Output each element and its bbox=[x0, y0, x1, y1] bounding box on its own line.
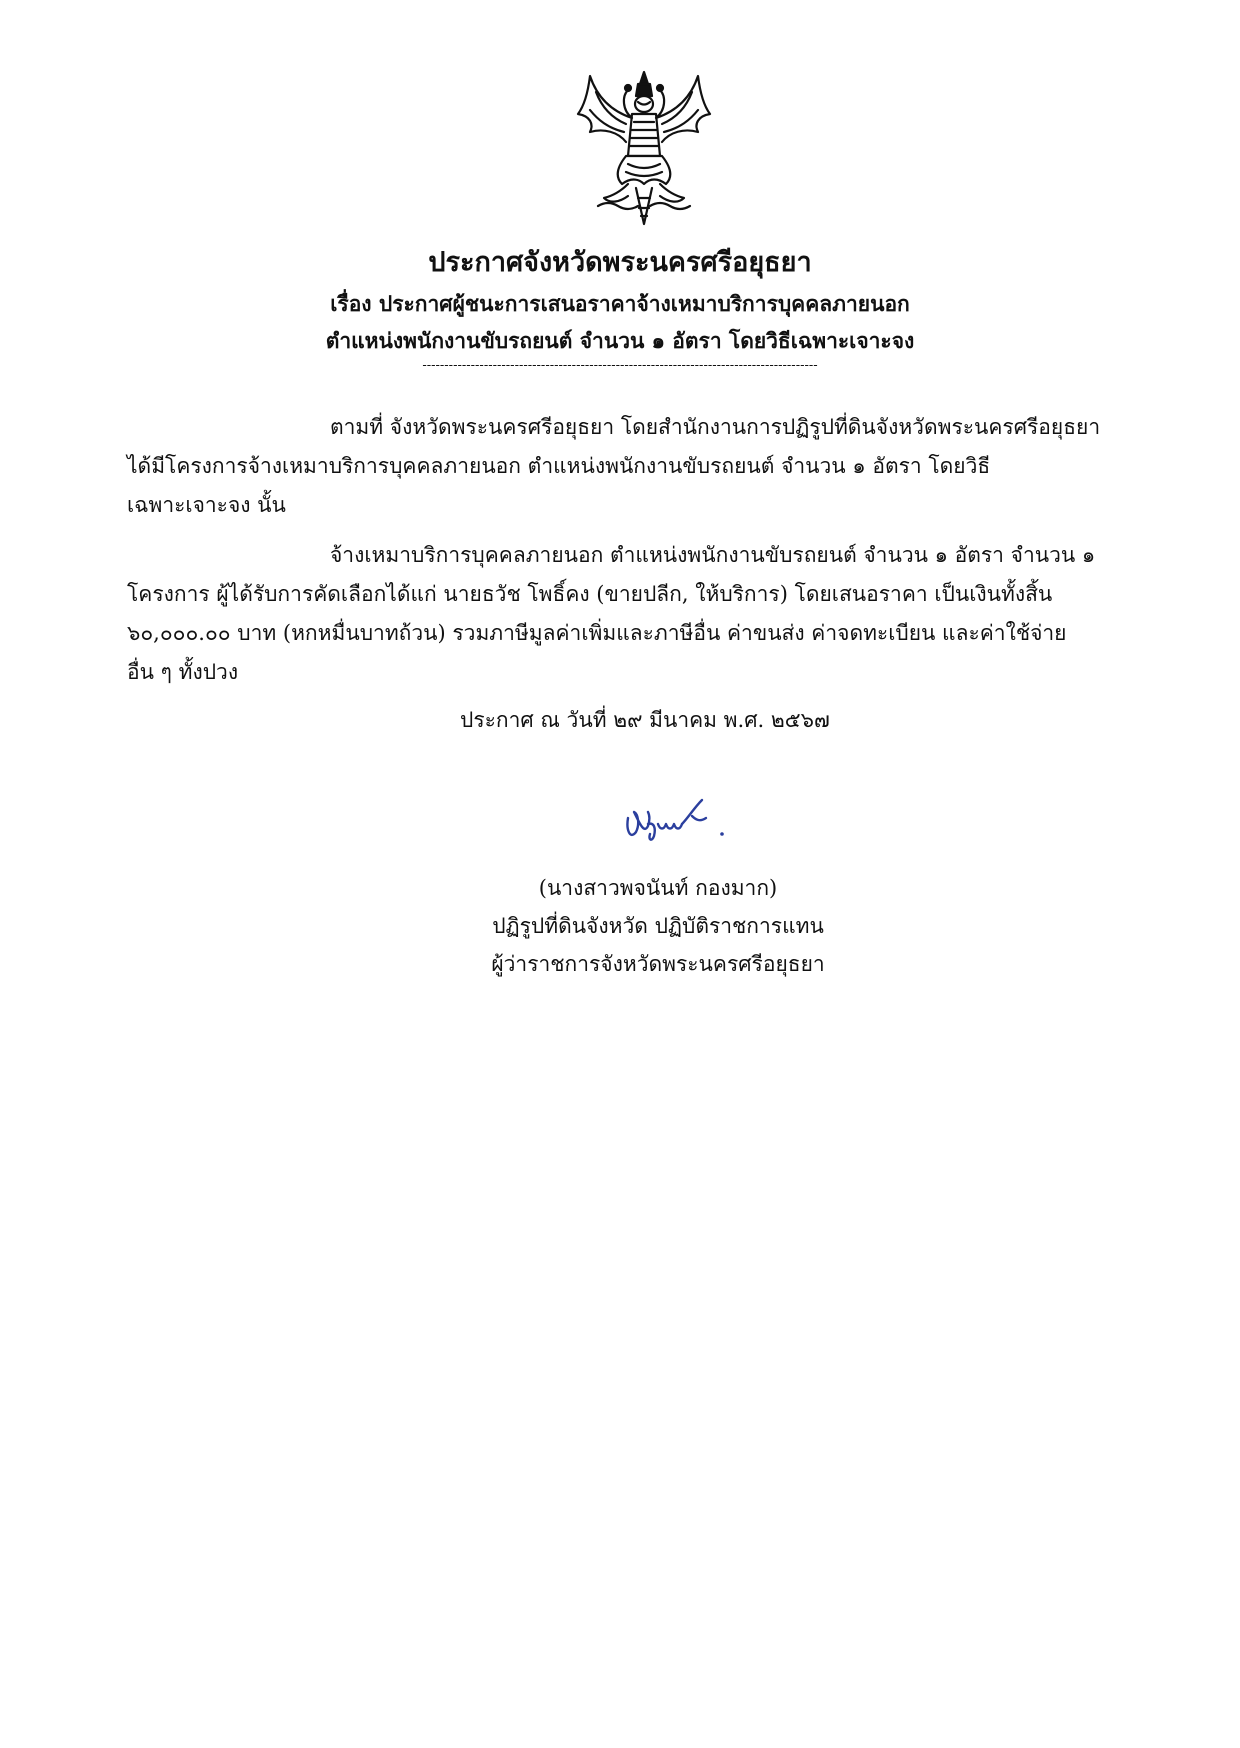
para2-line4: อื่น ๆ ทั้งปวง bbox=[127, 660, 239, 684]
para1-line2: ได้มีโครงการจ้างเหมาบริการบุคคลภายนอก ตำแหน่งพนักงานขับรถยนต์ จำนวน ๑ อัตรา โดยวิธี bbox=[127, 454, 991, 478]
signatory-name: (นางสาวพจนันท์ กองมาก) bbox=[538, 876, 778, 900]
para1-line3: เฉพาะเจาะจง นั้น bbox=[127, 493, 286, 517]
separator-line: ------------------------------------------------------------------------------------------ bbox=[422, 358, 818, 373]
para2-line1: จ้างเหมาบริการบุคคลภายนอก ตำแหน่งพนักงานขับรถยนต์ จำนวน ๑ อัตรา จำนวน ๑ bbox=[330, 543, 1096, 567]
signatory-position-1: ปฏิรูปที่ดินจังหวัด ปฏิบัติราชการแทน bbox=[492, 914, 824, 938]
para2-line3: ๖๐,๐๐๐.๐๐ บาท (หกหมื่นบาทถ้วน) รวมภาษีมูลค่าเพิ่มและภาษีอื่น ค่าขนส่ง ค่าจดทะเบียน และค่าใช้จ่าย bbox=[127, 621, 1067, 645]
announce-date: ประกาศ ณ วันที่ ๒๙ มีนาคม พ.ศ. ๒๕๖๗ bbox=[460, 708, 830, 732]
para1-line1: ตามที่ จังหวัดพระนครศรีอยุธยา โดยสำนักงานการปฏิรูปที่ดินจังหวัดพระนครศรีอยุธยา bbox=[330, 415, 1101, 439]
subject-line-2: ตำแหน่งพนักงานขับรถยนต์ จำนวน ๑ อัตรา โดยวิธีเฉพาะเจาะจง bbox=[325, 328, 915, 353]
signatory-position-2: ผู้ว่าราชการจังหวัดพระนครศรีอยุธยา bbox=[491, 952, 825, 976]
para2-line2: โครงการ ผู้ได้รับการคัดเลือกได้แก่ นายธวัช โพธิ์คง (ขายปลีก, ให้บริการ) โดยเสนอราคา เป็นเงินทั้งสิ้น bbox=[127, 582, 1053, 606]
garuda-emblem-icon bbox=[568, 66, 720, 232]
document-title: ประกาศจังหวัดพระนครศรีอยุธยา bbox=[428, 247, 812, 278]
subject-line-1: เรื่อง ประกาศผู้ชนะการเสนอราคาจ้างเหมาบริการบุคคลภายนอก bbox=[330, 291, 910, 316]
signature-image bbox=[622, 796, 732, 848]
